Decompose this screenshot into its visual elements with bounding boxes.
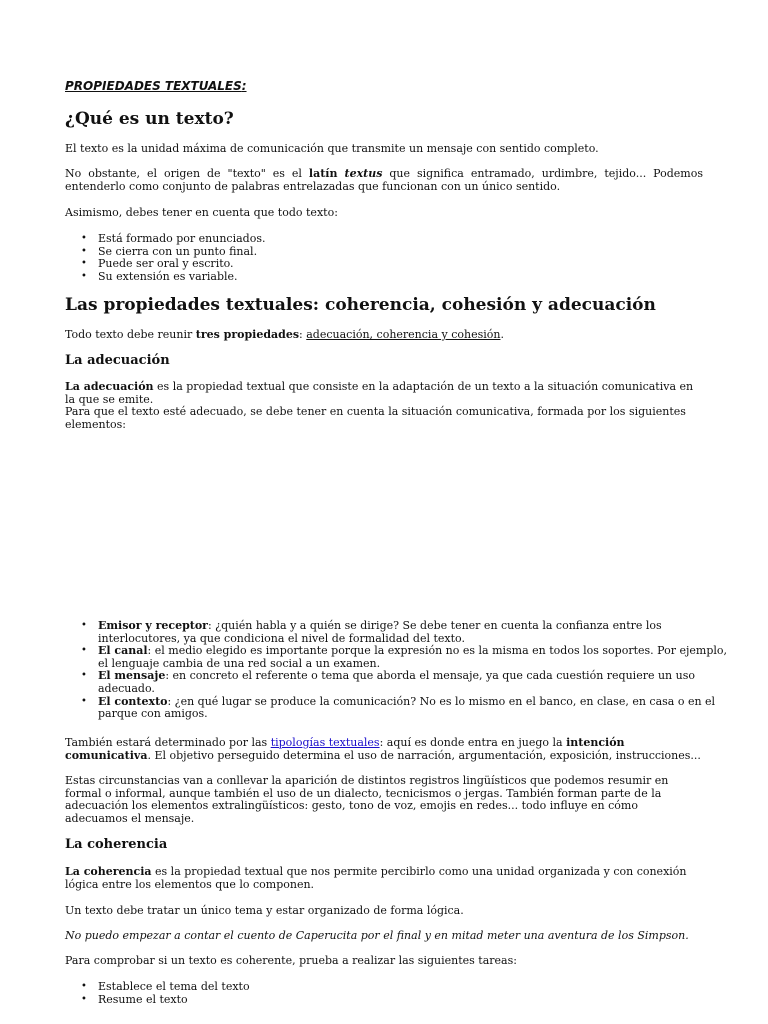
- blank-figure-area: [65, 440, 703, 610]
- list-coherence-tasks: [65, 981, 736, 1006]
- tipologias-textuales-link[interactable]: tipologías textuales: [270, 736, 380, 749]
- list-item: • Establece el tema del texto: [98, 981, 736, 994]
- paragraph-example: No puedo empezar a contar el cuento de Caperucita por el final y en mitad meter una aventura de los Simpson.: [65, 929, 689, 942]
- list-item: • Su extensión es variable.: [98, 271, 736, 284]
- document-title: PROPIEDADES TEXTUALES:: [65, 79, 247, 93]
- paragraph-registros: Estas circunstancias van a conllevar la aparición de distintos registros lingüísticos que podemos resumir en formal o informal, aunque también el uso de un dialecto, tecnicismos o jergas. También forman parte de la adecuación los elementos extralingüísticos: gesto, tono de voz, emojis en redes... todo influye en cómo adecuamos el mensaje.: [65, 774, 669, 825]
- paragraph-unico-tema: Un texto debe tratar un único tema y estar organizado de forma lógica.: [65, 904, 464, 917]
- list-situacion-comunicativa: [65, 620, 736, 721]
- paragraph-comprobar: Para comprobar si un texto es coherente, prueba a realizar las siguientes tareas:: [65, 954, 517, 967]
- list-item: • El canal: el medio elegido es importante porque la expresión no es la misma en todos los soportes. Por ejemplo, el lenguaje cambia de una red social a un examen.: [98, 645, 736, 670]
- heading-propiedades: Las propiedades textuales: coherencia, cohesión y adecuación: [65, 295, 656, 315]
- list-item: • Emisor y receptor: ¿quién habla y a quién se dirige? Se debe tener en cuenta la confianza entre los interlocutores, ya que condiciona el nivel de formalidad del texto.: [98, 620, 736, 645]
- list-item: • Puede ser oral y escrito.: [98, 258, 736, 271]
- list-item: • El mensaje: en concreto el referente o tema que aborda el mensaje, ya que cada cuestión requiere un uso adecuado.: [98, 670, 736, 695]
- paragraph-tipologias: También estará determinado por las tipologías textuales: aquí es donde entra en juego la intención comunicativa. El objetivo perseguido determina el uso de narración, argumentación, exposición, instrucciones...: [65, 736, 701, 762]
- list-item: • Se cierra con un punto final.: [98, 246, 736, 259]
- heading-adecuacion: La adecuación: [65, 353, 170, 368]
- paragraph-adecuacion-definition: La adecuación es la propiedad textual que consiste en la adaptación de un texto a la situación comunicativa en la que se emite. Para que el texto esté adecuado, se debe tener en cuenta la situación comunicativa, formada por los siguientes elementos:: [65, 380, 694, 431]
- list-item: • Está formado por enunciados.: [98, 233, 736, 246]
- list-text-features: [65, 233, 736, 283]
- paragraph-coherencia-definition: La coherencia es la propiedad textual que nos permite percibirlo como una unidad organizada y con conexión lógica entre los elementos que lo componen.: [65, 865, 687, 891]
- heading-que-es-un-texto: ¿Qué es un texto?: [65, 109, 234, 129]
- list-item: • Resume el texto: [98, 994, 736, 1007]
- paragraph-asimismo: Asimismo, debes tener en cuenta que todo texto:: [65, 206, 338, 219]
- paragraph-definition: El texto es la unidad máxima de comunicación que transmite un mensaje con sentido completo.: [65, 142, 599, 155]
- paragraph-origin: No obstante, el origen de "texto" es el latín textus que significa entramado, urdimbre, tejido... Podemos entenderlo como conjunto de palabras entrelazadas que funcionan con un único sentido.: [65, 167, 704, 193]
- list-item: • El contexto: ¿en qué lugar se produce la comunicación? No es lo mismo en el banco, en clase, en casa o en el parque con amigos.: [98, 696, 736, 721]
- paragraph-tres-propiedades: Todo texto debe reunir tres propiedades: adecuación, coherencia y cohesión.: [65, 328, 504, 341]
- heading-coherencia: La coherencia: [65, 837, 168, 852]
